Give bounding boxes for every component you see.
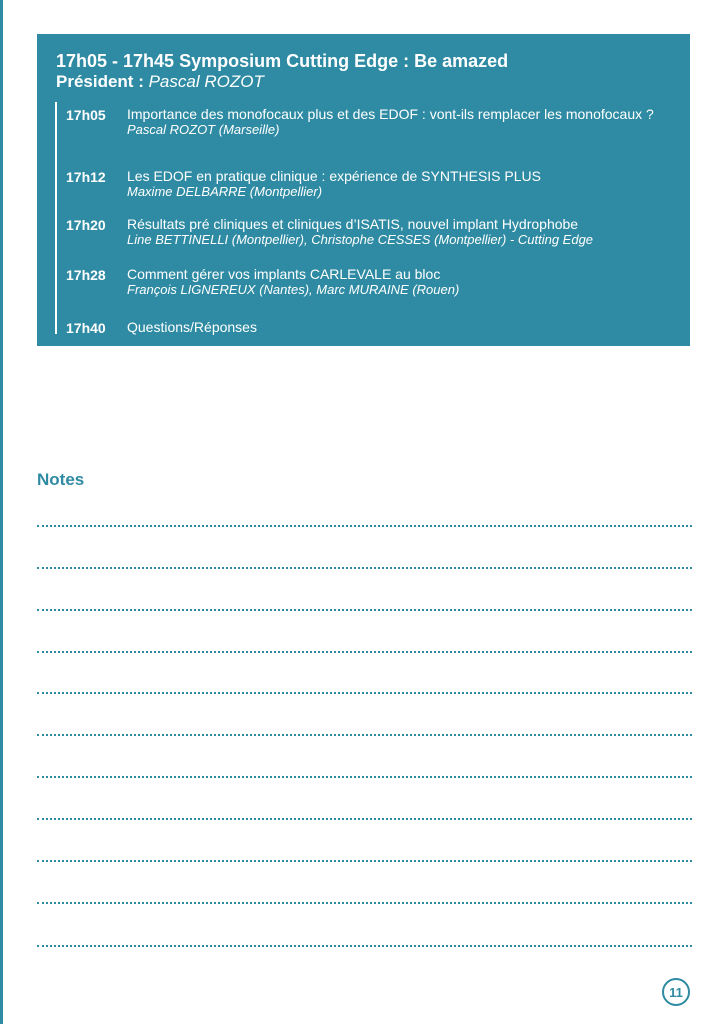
program-item-time: 17h12	[66, 169, 106, 185]
page-left-border	[0, 0, 3, 1024]
program-item-topic: Les EDOF en pratique clinique : expérience de SYNTHESIS PLUS	[127, 168, 541, 184]
symposium-session-box	[37, 34, 690, 346]
president-name: Pascal ROZOT	[148, 72, 264, 91]
president-label: Président :	[56, 72, 144, 91]
note-line	[37, 609, 692, 611]
note-line	[37, 945, 692, 947]
program-item-speaker: François LIGNEREUX (Nantes), Marc MURAINE (Rouen)	[127, 282, 460, 297]
note-line	[37, 525, 692, 527]
note-line	[37, 692, 692, 694]
program-item-topic: Questions/Réponses	[127, 319, 257, 335]
program-item-time: 17h05	[66, 107, 106, 123]
note-line	[37, 860, 692, 862]
note-line	[37, 651, 692, 653]
program-item-time: 17h20	[66, 217, 106, 233]
session-title: 17h05 - 17h45 Symposium Cutting Edge : Be amazed	[56, 51, 509, 71]
note-line	[37, 567, 692, 569]
page-number: 11	[662, 978, 690, 1006]
program-item-time: 17h40	[66, 320, 106, 336]
timeline-rule	[55, 102, 57, 334]
session-president	[56, 72, 264, 92]
notes-heading: Notes	[37, 470, 85, 489]
note-line	[37, 734, 692, 736]
program-item-speaker: Pascal ROZOT (Marseille)	[127, 122, 280, 137]
note-line	[37, 818, 692, 820]
program-item-topic: Importance des monofocaux plus et des EDOF : vont-ils remplacer les monofocaux ?	[127, 106, 654, 122]
note-line	[37, 776, 692, 778]
program-item-topic: Comment gérer vos implants CARLEVALE au bloc	[127, 266, 441, 282]
note-line	[37, 902, 692, 904]
program-item-speaker: Line BETTINELLI (Montpellier), Christophe CESSES (Montpellier) - Cutting Edge	[127, 232, 594, 247]
program-item-topic: Résultats pré cliniques et cliniques d’ISATIS, nouvel implant Hydrophobe	[127, 216, 579, 232]
program-item-time: 17h28	[66, 267, 106, 283]
program-item-speaker: Maxime DELBARRE (Montpellier)	[127, 184, 323, 199]
